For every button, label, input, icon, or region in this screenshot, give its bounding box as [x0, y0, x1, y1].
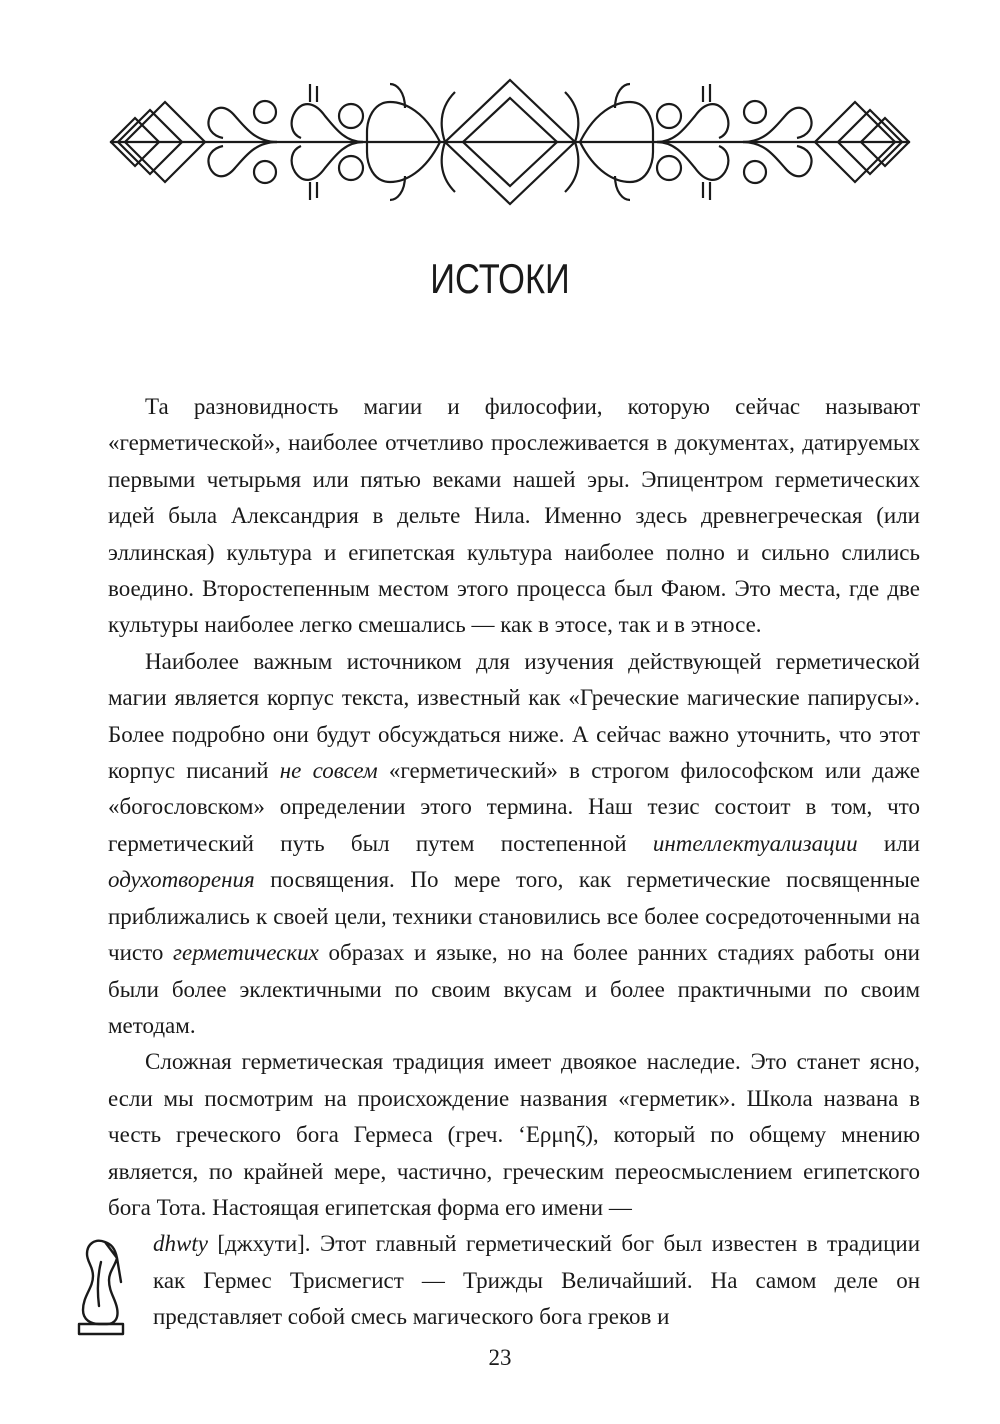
p2-text-a: Наиболее важным источником для изучения действующей герметической магии является корпус текста, известный как «Греческие магические папирусы». Более подробно они будут обсуждаться ниже. А сейчас важно уточнить, что этот корпус писаний: [108, 648, 920, 784]
p2-text-g: посвящения. По мере того, как герметические посвященные приближались к своей цели, техники становились все более сосредоточенными на чисто: [108, 867, 920, 966]
paragraph-3: Сложная герметическая традиция имеет двоякое наследие. Это станет ясно, если мы посмотрим на происхождение названия «герметик». Школа названа в честь греческого бога Гермеса (греч. ‘Ερμηζ), который по общему мнению является, по крайней мере, частично, греческим переосмыслением египетского бога Тота. Настоящая египетская форма его имени —: [108, 1049, 920, 1220]
ibis-glyph-icon: [71, 1228, 147, 1338]
body-text: [108, 389, 920, 1338]
p2-text-c: «герметический» в строгом философском или даже «богословском» определении этого термина. Наш тезис состоит в том, что герметический путь был путем постепенной: [108, 758, 920, 856]
paragraph-2: [108, 644, 920, 1044]
p2-text-e: или: [857, 830, 920, 856]
p2-emphasis-ne-sovsem: не совсем: [279, 758, 378, 784]
header-ornament: [105, 72, 915, 212]
p4-emphasis-dhwty: dhwty: [153, 1231, 208, 1257]
paragraph-1: Та разновидность магии и философии, которую сейчас называют «герметической», наиболее отчетливо прослеживается в документах, датируемых первыми четырьмя или пятью веками нашей эры. Эпицентром герметических идей была Александрия в дельте Нила. Именно здесь древнегреческая (или эллинская) культура и египетская культура наиболее полно и сильно слились воедино. Второстепенным местом этого процесса был Фаюм. Это места, где две культуры наиболее легко смешались — как в этосе, так и в этносе.: [108, 394, 920, 638]
paragraph-4: [108, 1226, 920, 1335]
p2-text-i: образах и языке, но на более ранних стадиях работы они были более эклектичными по своим вкусам и более практичными по своим методам.: [108, 940, 920, 1038]
p4-text-b: [джхути]. Этот главный герметический бог был известен в традиции как Гермес Трисмегист — Трижды Величайший. На самом деле он представляет собой смесь магического бога греков и: [153, 1231, 920, 1330]
chapter-title: ИСТОКИ: [430, 255, 570, 302]
page-number: 23: [488, 1345, 512, 1370]
p2-emphasis-spiritualization: одухотворения: [108, 867, 255, 893]
p2-emphasis-intellectualization: интеллектуализации: [652, 830, 858, 856]
p2-emphasis-hermetic: герметических: [173, 940, 319, 966]
